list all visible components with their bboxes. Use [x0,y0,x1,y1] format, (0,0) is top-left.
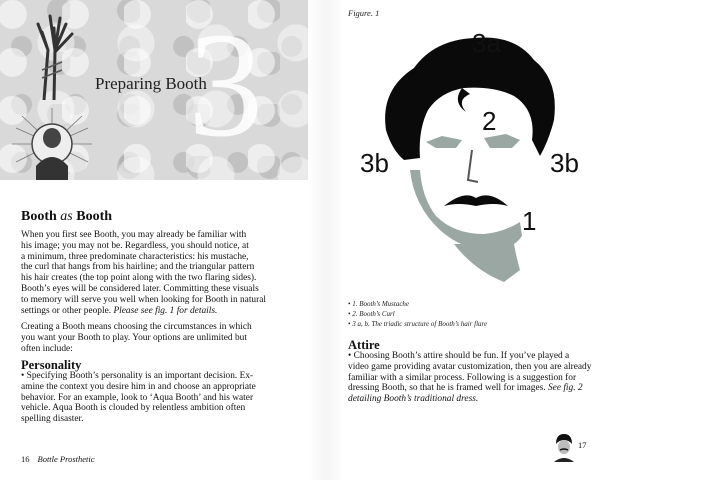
left-footer [21,454,95,464]
intro-paragraph [21,230,293,316]
text-line: to memory will serve you well when looking for Booth in natural [21,294,267,305]
personality-paragraph [21,371,293,425]
chapter-number: 3 [188,2,263,168]
personality-heading: Personality [21,358,82,372]
text-line: often include: [21,343,73,354]
legend-item: • 3 a, b. The triadic structure of Booth’s hair flare [348,319,487,329]
text-line: spelling disaster. [21,414,84,425]
section-heading [21,209,112,225]
text-line: his hair creates (the top point along with the two flaring sides). [21,273,257,284]
marker-3b-right: 3b [550,148,579,178]
attire-paragraph [348,351,648,405]
text-line: familiar with a similar process. Following is a suggestion for [348,372,577,383]
text-line: dressing Booth, so that he is framed well for images. [348,383,546,394]
text-line: Creating a Booth means choosing the circumstances in which [21,322,252,332]
text-line: video game providing avatar customization, then you are already [348,361,592,372]
skeletal-arm-icon [28,10,78,100]
chapter-title: Preparing Booth [95,74,207,93]
attire-heading: Attire [348,338,380,352]
text-line: the curl that hangs from his hairline; and the triangular pattern [21,262,255,273]
heading-part: Booth [72,209,113,224]
heading-part: Booth [21,209,61,224]
see-figure-link[interactable]: See fig. 2 [547,383,583,394]
marker-1: 1 [522,206,537,236]
chapter-banner [0,0,308,180]
marker-2: 2 [482,106,497,136]
marker-3b-left: 3b [360,148,389,178]
figure-label: Figure. 1 [348,8,380,18]
booth-mini-icon [552,432,576,462]
booth-portrait-figure [344,30,624,292]
text-line: • Specifying Booth’s personality is an important decision. Ex- [21,371,254,381]
portrait-medallion-icon [12,108,92,180]
text-line: settings or other people. [21,305,112,316]
left-page [0,0,308,480]
text-line: Booth’s eyes will be considered later. Committing these visuals [21,283,259,294]
text-line: you want your Booth to play. Your options are unlimited but [21,332,247,343]
text-line: his image; you may not be. Regardless, you should notice, at [21,240,249,251]
book-title: Bottle Prosthetic [37,454,95,464]
text-line: • Choosing Booth’s attire should be fun. If you’ve played a [348,351,570,361]
see-figure-link[interactable]: Please see fig. 1 for details. [113,305,218,316]
page-number: 16 [21,454,30,464]
figure-legend [348,299,487,330]
heading-italic: as [60,209,73,224]
text-line: When you first see Booth, you may already be familiar with [21,230,247,240]
text-line: amine the context you desire him in and choose an appropriate [21,381,256,392]
text-line: a minimum, three predominate characteristics: his mustache, [21,251,249,262]
options-paragraph [21,322,293,354]
marker-3a: 3a [472,30,501,58]
right-page [344,0,720,480]
page-number: 17 [578,440,587,450]
legend-item: • 1. Booth’s Mustache [348,299,487,309]
text-line: vehicle. Aqua Booth is clouded by relentless ambition often [21,403,246,414]
text-line: behavior. For an example, look to ‘Aqua Booth’ and his water [21,392,254,403]
text-line: detailing Booth’s traditional dress. [348,394,479,405]
legend-item: • 2. Booth’s Curl [348,309,487,319]
book-gutter [308,0,344,480]
